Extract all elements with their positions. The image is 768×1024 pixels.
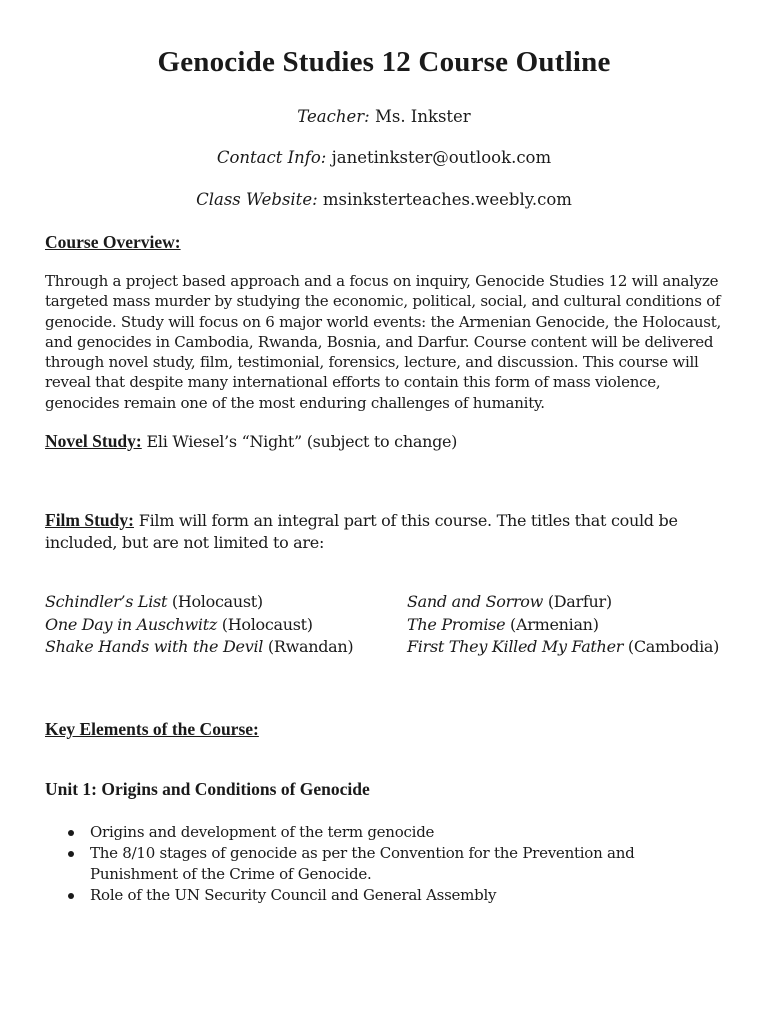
website-label: Class Website:	[196, 190, 318, 209]
list-item-text: The 8/10 stages of genocide as per the Convention for the Prevention and Punishment of the Crime of Genocide.	[90, 844, 635, 883]
contact-email: janetinkster@outlook.com	[331, 148, 552, 167]
film-title: Shake Hands with the Devil	[45, 637, 264, 656]
contact-label: Contact Info:	[216, 148, 327, 167]
film-title: One Day in Auschwitz	[45, 614, 217, 634]
film-note: (Holocaust)	[167, 592, 263, 611]
unit-1-bullet-list	[45, 822, 725, 906]
teacher-line	[0, 107, 768, 126]
course-overview-heading: Course Overview:	[45, 232, 181, 252]
list-item-text: Role of the UN Security Council and General Assembly	[90, 886, 497, 904]
novel-study-line	[45, 430, 725, 453]
list-item	[45, 822, 725, 843]
film-item	[45, 636, 353, 659]
list-item	[45, 885, 725, 906]
film-list-right-column	[407, 591, 737, 659]
course-overview-text: Through a project based approach and a focus on inquiry, Genocide Studies 12 will analyze targeted mass murder by studying the economic, political, social, and cultural conditions of genocide. Study will focus on 6 major world events: the Armenian Genocide, the Holocaust, and genocides in Cambodia, Rwanda, Bosnia, and Darfur. Course content will be delivered through novel study, film, testimonial, forensics, lecture, and discussion. This course will reveal that despite many international efforts to contain this form of mass violence, genocides remain one of the most enduring challenges of humanity.	[45, 272, 722, 412]
film-study-paragraph	[45, 509, 725, 554]
contact-line	[0, 148, 768, 167]
film-study-text: Film will form an integral part of this course. The titles that could be included, but are not limited to are:	[45, 511, 678, 552]
film-note: (Armenian)	[505, 614, 599, 634]
website-line	[0, 190, 768, 209]
film-study-heading: Film Study:	[45, 510, 134, 530]
film-note: (Holocaust)	[217, 614, 313, 634]
list-item-text: Origins and development of the term genocide	[90, 823, 435, 841]
film-note: (Rwandan)	[263, 637, 354, 656]
key-elements-heading: Key Elements of the Course:	[45, 719, 259, 739]
bullet-icon	[68, 893, 74, 899]
bullet-icon	[68, 830, 74, 836]
bullet-icon	[68, 851, 74, 857]
film-item	[45, 614, 353, 637]
film-item	[407, 636, 737, 659]
film-item	[407, 591, 737, 614]
film-title: First They Killed My Father	[407, 637, 624, 656]
film-note: (Cambodia)	[623, 637, 720, 656]
list-item	[45, 843, 725, 885]
film-item	[407, 614, 737, 637]
film-item	[45, 591, 353, 614]
film-note: (Darfur)	[543, 592, 612, 611]
teacher-label: Teacher:	[297, 107, 370, 126]
film-title: Schindler’s List	[45, 592, 168, 611]
teacher-name: Ms. Inkster	[374, 107, 471, 126]
film-list-left-column	[45, 591, 353, 659]
website-url: msinksterteaches.weebly.com	[322, 190, 572, 209]
document-title: Genocide Studies 12 Course Outline	[157, 46, 611, 78]
novel-study-text: Eli Wiesel’s “Night” (subject to change)	[141, 432, 458, 451]
film-title: The Promise	[407, 614, 506, 634]
film-title: Sand and Sorrow	[407, 592, 544, 611]
unit-1-heading: Unit 1: Origins and Conditions of Genocide	[45, 779, 370, 799]
novel-study-heading: Novel Study:	[45, 431, 142, 451]
